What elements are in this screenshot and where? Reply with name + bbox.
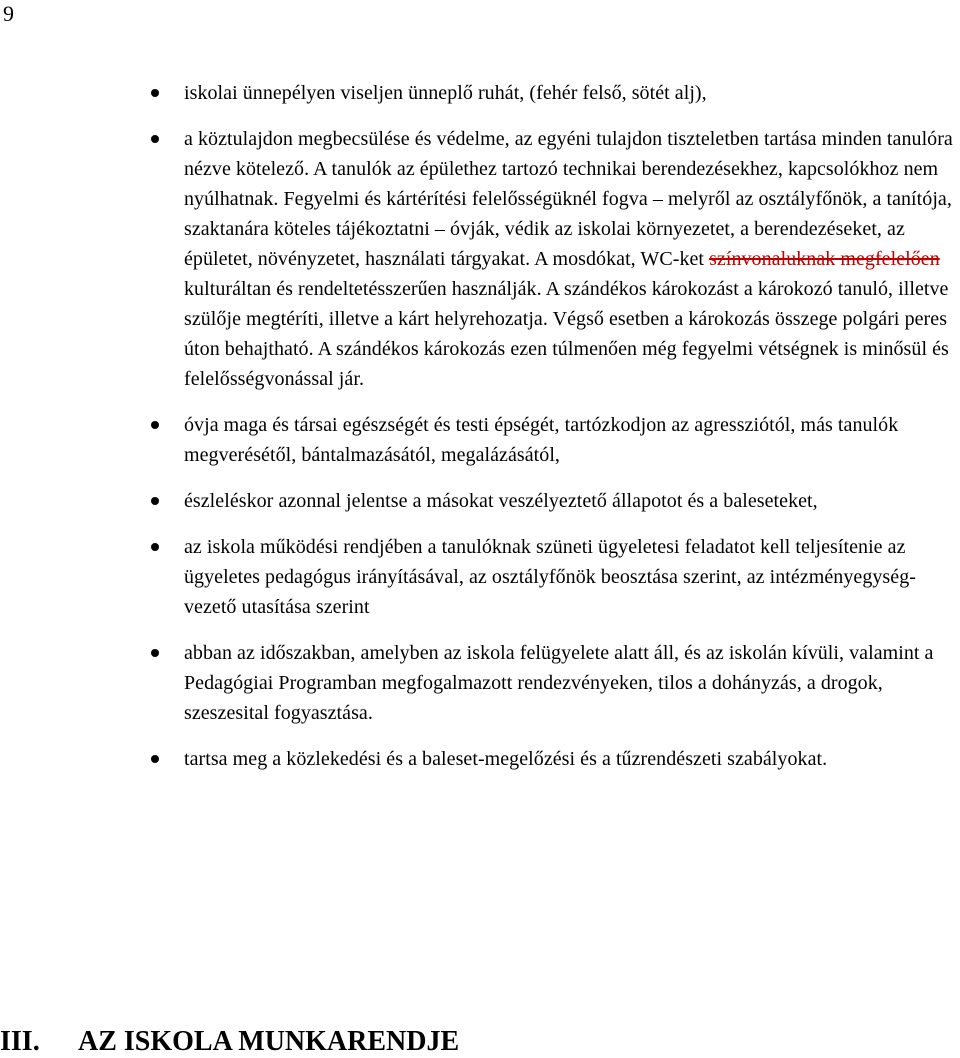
list-item: [150, 532, 958, 622]
section-heading: [0, 1026, 459, 1058]
list-item: [150, 124, 958, 394]
section-numeral: III.: [0, 1026, 40, 1057]
bullet-icon: [151, 421, 159, 429]
list-item-text-continued: kulturáltan és rendeltetésszerűen használják. A szándékos károkozást a károkozó tanuló, illetve szülője megtéríti, illetve a kárt helyrehozatja. Végső esetben a károkozás összege polgári peres úton behajtható. A szándékos károkozás ezen túlmenően még fegyelmi vétségnek is minősül és felelősségvonással jár.: [184, 278, 949, 390]
list-item-text: óvja maga és társai egészségét és testi épségét, tartózkodjon az agressziótól, más tanulók megverésétől, bántalmazásától, megalázásától,: [184, 414, 899, 466]
bullet-icon: [151, 649, 159, 657]
list-item: [150, 486, 958, 516]
bullet-icon: [151, 543, 159, 551]
list-item: [150, 78, 958, 108]
bullet-icon: [151, 497, 159, 505]
bullet-icon: [151, 755, 159, 763]
list-item-text: az iskola működési rendjében a tanulóknak szüneti ügyeletesi feladatot kell teljesítenie az ügyeletes pedagógus irányításával, az osztályfőnök beosztása szerint, az intézményegység-vezető utasítása szerint: [184, 536, 916, 618]
rules-bullet-list: [150, 78, 958, 790]
bullet-icon: [151, 89, 159, 97]
list-item-text: észleléskor azonnal jelentse a másokat veszélyeztető állapotot és a baleseteket,: [184, 490, 818, 512]
bullet-icon: [151, 135, 159, 143]
list-item-text: iskolai ünnepélyen viseljen ünneplő ruhát, (fehér felső, sötét alj),: [184, 82, 707, 104]
page-number: 9: [3, 1, 14, 26]
list-item: [150, 638, 958, 728]
list-item-text: tartsa meg a közlekedési és a baleset-megelőzési és a tűzrendészeti szabályokat.: [184, 748, 828, 770]
list-item: [150, 744, 958, 774]
list-item: [150, 410, 958, 470]
section-title: AZ ISKOLA MUNKARENDJE: [78, 1026, 460, 1057]
list-item-text: a köztulajdon megbecsülése és védelme, az egyéni tulajdon tiszteletben tartása minden tanulóra nézve kötelező. A tanulók az épülethez tartozó technikai berendezésekhez, kapcsolókhoz nem nyúlhatnak. Fegyelmi és kártérítési felelősségüknél fogva – melyről az osztályfőnök, a tanítója, szaktanára köteles tájékoztatni – óvják, védik az iskolai környezetet, a berendezéseket, az épületet, növényzetet, használati tárgyakat. A mosdókat, WC-ket: [184, 128, 953, 270]
struck-text: színvonaluknak megfelelően: [709, 248, 940, 270]
list-item-text: abban az időszakban, amelyben az iskola felügyelete alatt áll, és az iskolán kívüli, valamint a Pedagógiai Programban megfogalmazott rendezvényeken, tilos a dohányzás, a drogok, szeszesital fogyasztása.: [184, 642, 934, 724]
